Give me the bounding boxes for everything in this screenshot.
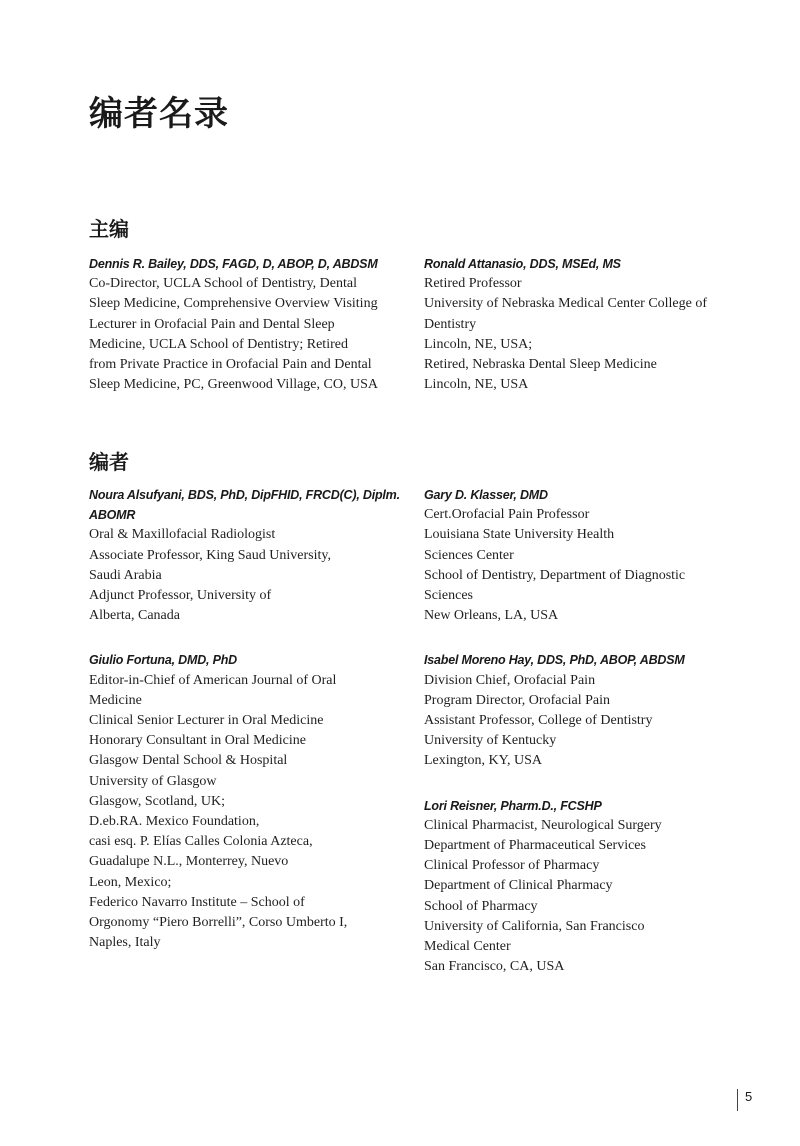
- affiliation-line: Clinical Pharmacist, Neurological Surgery: [424, 817, 662, 833]
- affiliation-line: University of California, San Francisco: [424, 918, 645, 934]
- contributor-name: Lori Reisner, Pharm.D., FCSHP: [424, 798, 602, 813]
- contributor-entry: [89, 650, 409, 953]
- affiliation-line: University of Nebraska Medical Center College of: [424, 296, 708, 312]
- affiliation-line: Clinical Senior Lecturer in Oral Medicine: [89, 713, 324, 729]
- page-number-divider: [737, 1089, 738, 1111]
- affiliation-line: from Private Practice in Orofacial Pain and Dental: [89, 357, 372, 373]
- affiliation-line: Orgonomy “Piero Borrelli”, Corso Umberto I,: [89, 915, 348, 931]
- affiliation-line: Louisiana State University Health: [424, 527, 615, 543]
- affiliation-line: Sciences Center: [424, 547, 514, 563]
- contributors-heading: 编者: [89, 450, 129, 474]
- contributor-entry: [89, 254, 409, 395]
- contributor-entry: [424, 650, 744, 771]
- contributor-entry: [89, 485, 409, 626]
- editors-in-chief-heading: 主编: [89, 217, 129, 241]
- contributors-right-column: [424, 485, 744, 1001]
- affiliation-line: Sciences: [424, 588, 473, 604]
- affiliation-line: casi esq. P. Elías Calles Colonia Azteca,: [89, 834, 313, 850]
- affiliation-line: Lexington, KY, USA: [424, 753, 542, 769]
- editors-in-chief-left-column: [89, 254, 409, 419]
- affiliation-line: School of Pharmacy: [424, 898, 538, 914]
- contributor-entry: [424, 485, 744, 626]
- affiliation-line: Naples, Italy: [89, 935, 161, 951]
- affiliation-line: University of Glasgow: [89, 773, 217, 789]
- affiliation-line: Federico Navarro Institute – School of: [89, 894, 305, 910]
- affiliation-line: Co-Director, UCLA School of Dentistry, Dental: [89, 276, 357, 292]
- affiliation-line: Department of Pharmaceutical Services: [424, 838, 646, 854]
- contributor-name: Ronald Attanasio, DDS, MSEd, MS: [424, 257, 621, 271]
- affiliation-line: Sleep Medicine, PC, Greenwood Village, CO, USA: [89, 377, 378, 393]
- page-number: 5: [745, 1089, 753, 1104]
- affiliation-line: Dentistry: [424, 316, 477, 332]
- affiliation-line: Lincoln, NE, USA;: [424, 336, 533, 352]
- affiliation-line: Division Chief, Orofacial Pain: [424, 672, 596, 688]
- contributors-left-column: [89, 485, 409, 977]
- affiliation-line: Editor-in-Chief of American Journal of Oral: [89, 672, 337, 688]
- affiliation-line: Guadalupe N.L., Monterrey, Nuevo: [89, 854, 289, 870]
- affiliation-line: Associate Professor, King Saud University,: [89, 547, 331, 563]
- contributor-name: Giulio Fortuna, DMD, PhD: [89, 653, 237, 668]
- affiliation-line: San Francisco, CA, USA: [424, 959, 565, 975]
- contributor-name: Gary D. Klasser, DMD: [424, 488, 548, 502]
- affiliation-line: Medical Center: [424, 939, 511, 955]
- affiliation-line: Medicine, UCLA School of Dentistry; Retired: [89, 336, 348, 352]
- editors-in-chief-right-column: [424, 254, 744, 419]
- affiliation-line: Glasgow Dental School & Hospital: [89, 753, 288, 769]
- affiliation-line: Saudi Arabia: [89, 567, 162, 583]
- affiliation-line: University of Kentucky: [424, 733, 557, 749]
- affiliation-line: Alberta, Canada: [89, 608, 180, 624]
- contributor-entry: [424, 254, 744, 395]
- affiliation-line: Program Director, Orofacial Pain: [424, 692, 611, 708]
- page-title: 编者名录: [89, 94, 229, 134]
- affiliation-line: Sleep Medicine, Comprehensive Overview Visiting: [89, 296, 378, 312]
- contributor-name: Dennis R. Bailey, DDS, FAGD, D, ABOP, D, ABDSM: [89, 257, 378, 271]
- affiliation-line: Oral & Maxillofacial Radiologist: [89, 527, 276, 543]
- affiliation-line: Retired, Nebraska Dental Sleep Medicine: [424, 357, 657, 373]
- affiliation-line: Lincoln, NE, USA: [424, 377, 529, 393]
- affiliation-line: Clinical Professor of Pharmacy: [424, 858, 600, 874]
- affiliation-line: Medicine: [89, 692, 142, 708]
- contributor-name: Isabel Moreno Hay, DDS, PhD, ABOP, ABDSM: [424, 653, 685, 668]
- affiliation-line: Lecturer in Orofacial Pain and Dental Sleep: [89, 316, 335, 332]
- affiliation-line: School of Dentistry, Department of Diagnostic: [424, 567, 686, 583]
- contributor-name: Noura Alsufyani, BDS, PhD, DipFHID, FRCD(C), Diplm. ABOMR: [89, 488, 400, 523]
- affiliation-line: New Orleans, LA, USA: [424, 608, 559, 624]
- affiliation-line: Honorary Consultant in Oral Medicine: [89, 733, 306, 749]
- affiliation-line: Adjunct Professor, University of: [89, 588, 272, 604]
- affiliation-line: Retired Professor: [424, 276, 522, 292]
- affiliation-line: D.eb.RA. Mexico Foundation,: [89, 814, 260, 830]
- affiliation-line: Leon, Mexico;: [89, 874, 172, 890]
- contributor-entry: [424, 796, 744, 978]
- affiliation-line: Department of Clinical Pharmacy: [424, 878, 613, 894]
- affiliation-line: Assistant Professor, College of Dentistry: [424, 713, 653, 729]
- affiliation-line: Cert.Orofacial Pain Professor: [424, 507, 590, 523]
- affiliation-line: Glasgow, Scotland, UK;: [89, 793, 225, 809]
